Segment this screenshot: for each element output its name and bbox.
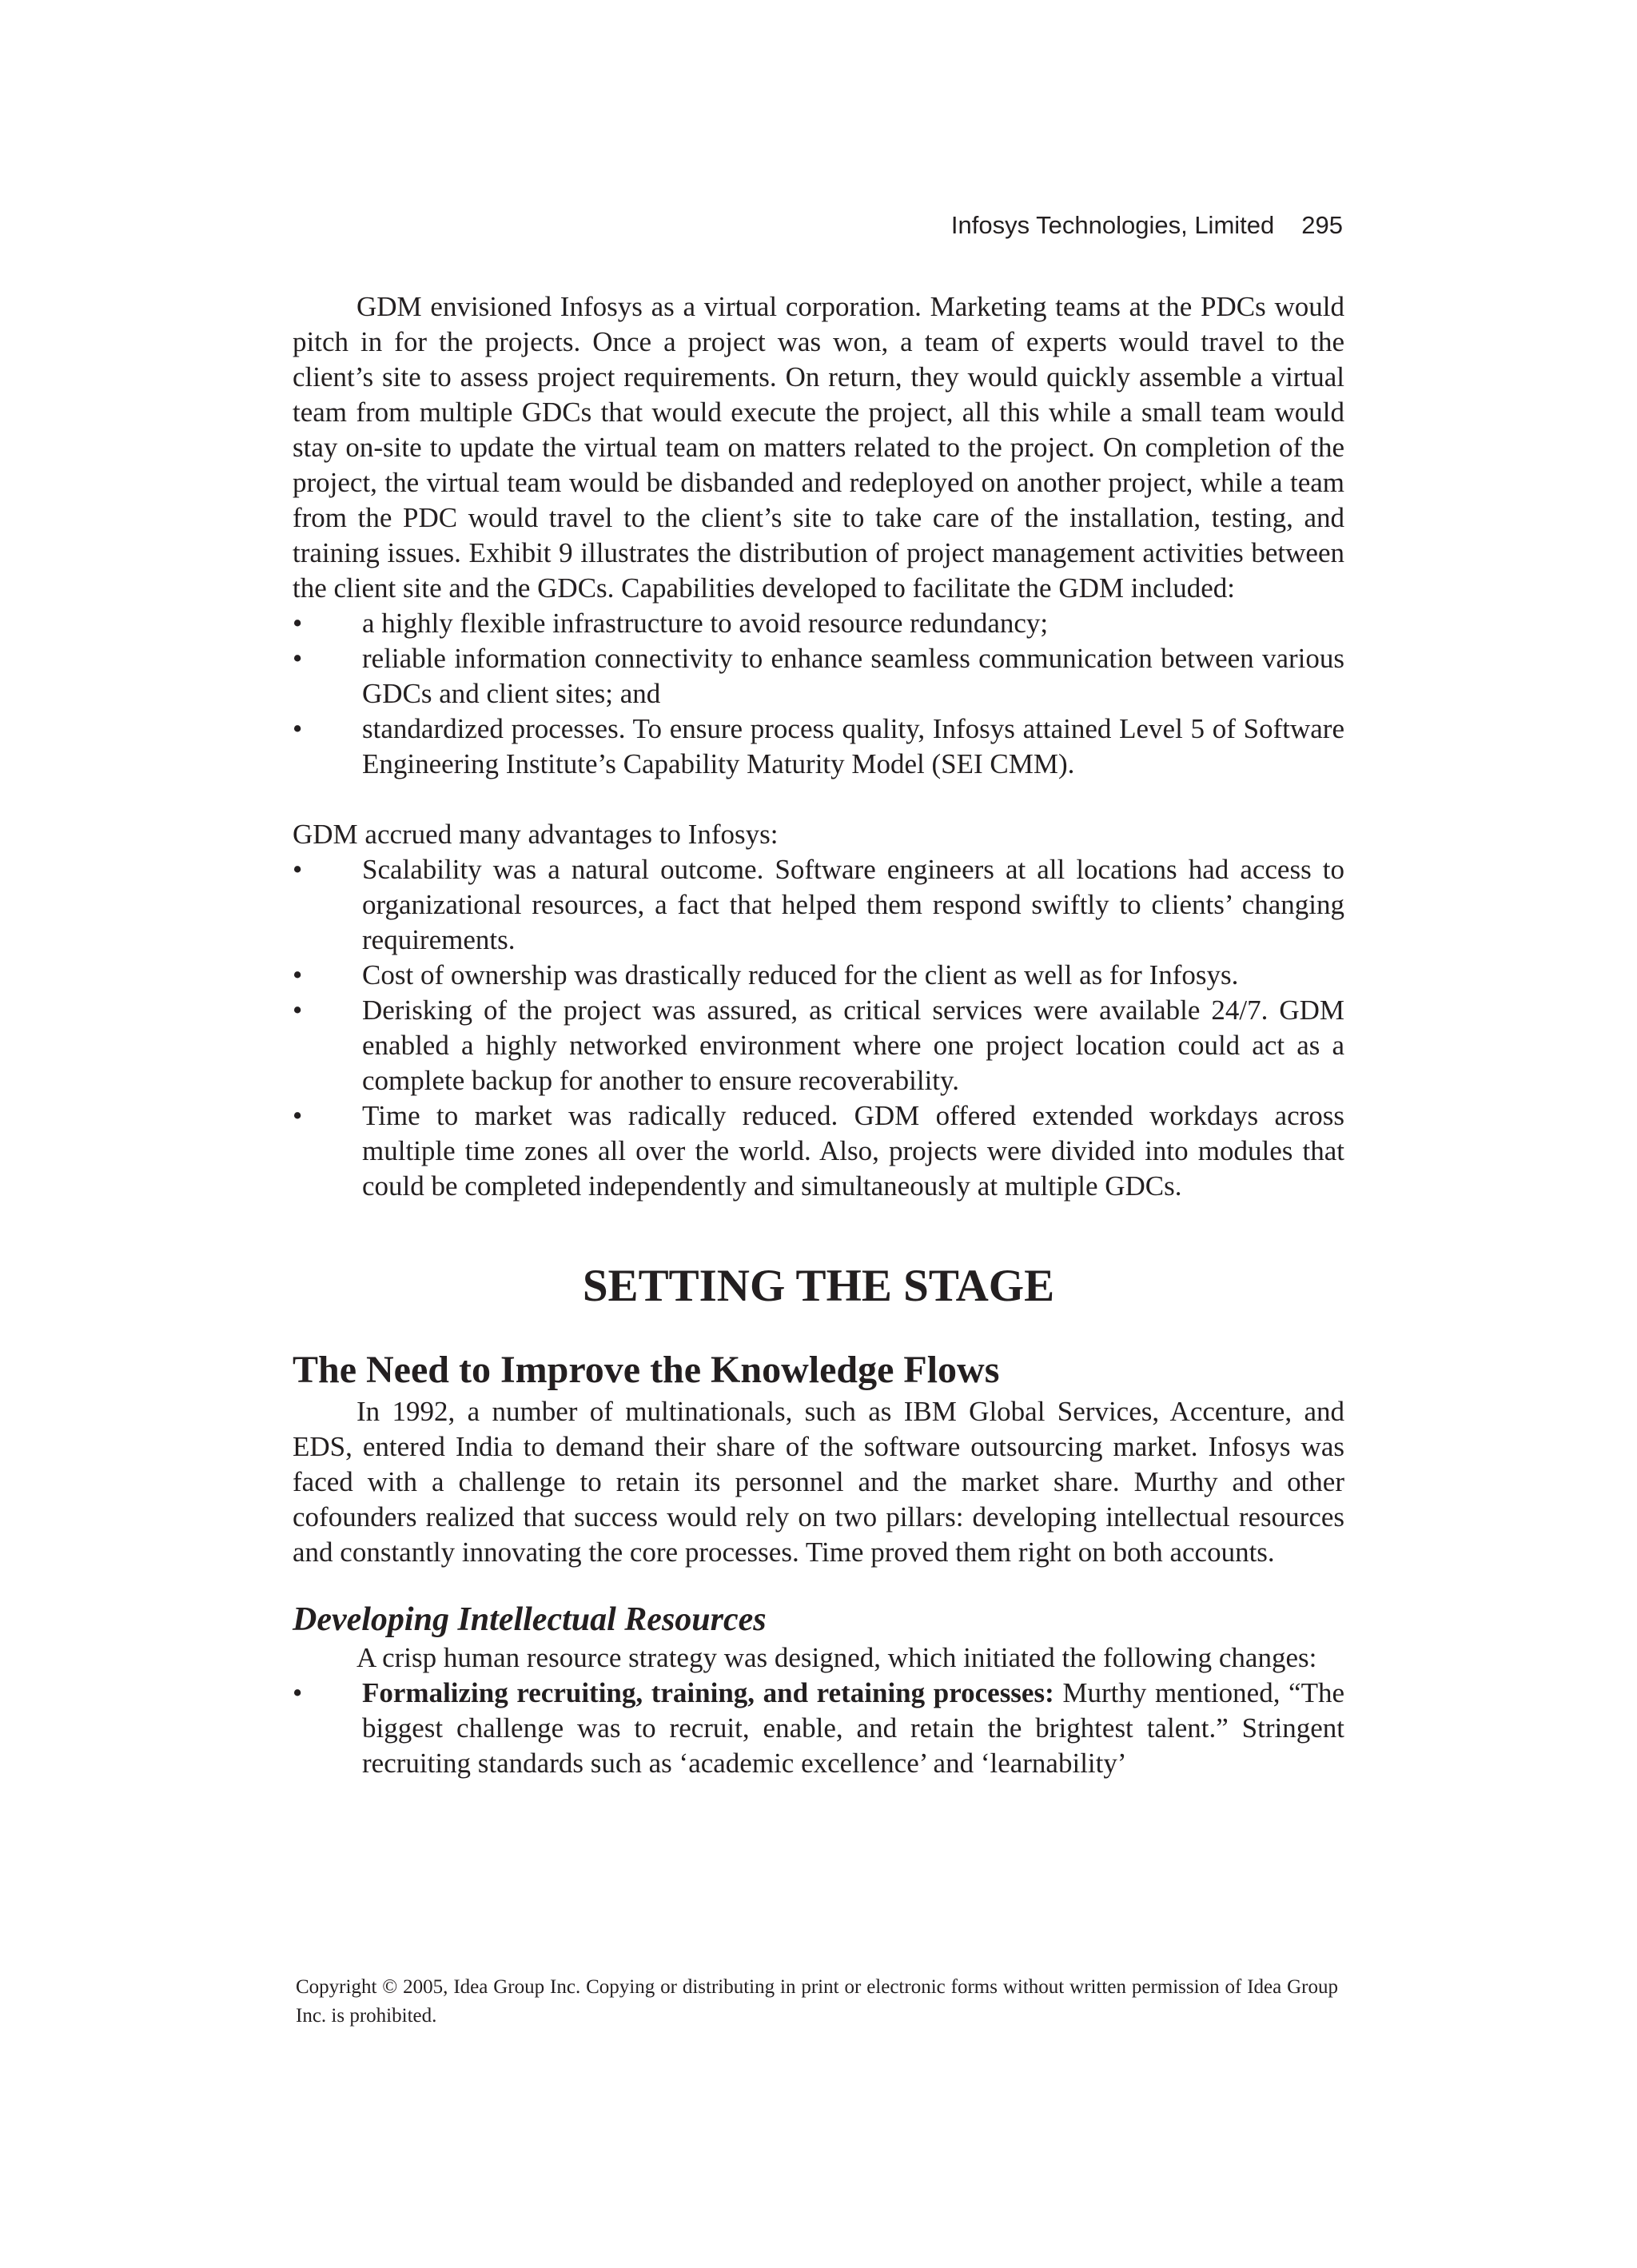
bullet-mark: •: [293, 713, 303, 744]
list-item: [293, 606, 1344, 641]
bullet-mark: •: [293, 608, 303, 639]
list-item: [293, 852, 1344, 958]
bullet-mark: •: [293, 959, 303, 991]
subsection-title: The Need to Improve the Knowledge Flows: [293, 1349, 1000, 1391]
bullet-mark: •: [293, 1100, 303, 1131]
list-item: [293, 1098, 1344, 1204]
subsubsection-paragraph: A crisp human resource strategy was designed, which initiated the following changes:: [356, 1642, 1317, 1673]
bullet-heading: Formalizing recruiting, training, and retaining processes:: [362, 1677, 1054, 1708]
body-text: [293, 289, 1344, 1781]
list-item: [293, 958, 1344, 993]
capabilities-list: [293, 606, 1344, 782]
list-item: [293, 711, 1344, 782]
list-item: [293, 1676, 1344, 1781]
hr-changes-list: [293, 1676, 1344, 1781]
list-item-text: Murthy mentioned, “The biggest challenge was to recruit, enable, and retain the brightest talent.” Stringent recruiting standards such as ‘academic excellence’ and ‘learnability’: [362, 1677, 1344, 1779]
spacer: [293, 782, 1344, 817]
running-head: [799, 209, 1343, 241]
list-item-text: Scalability was a natural outcome. Software engineers at all locations had access to organizational resources, a fact that helped them respond swiftly to clients’ changing requirements.: [362, 854, 1344, 955]
list-item-text: reliable information connectivity to enhance seamless communication between various GDCs and client sites; and: [362, 643, 1344, 709]
list-item-text: standardized processes. To ensure process quality, Infosys attained Level 5 of Software Engineering Institute’s Capability Maturity Model (SEI CMM).: [362, 713, 1344, 779]
list-item: [293, 641, 1344, 711]
bullet-mark: •: [293, 854, 303, 885]
advantages-lead: GDM accrued many advantages to Infosys:: [293, 819, 779, 850]
page-number: 295: [1301, 211, 1343, 239]
list-item: [293, 993, 1344, 1098]
list-item-text: Cost of ownership was drastically reduced for the client as well as for Infosys.: [362, 959, 1239, 991]
list-item-text: Time to market was radically reduced. GDM offered extended workdays across multiple time zones all over the world. Also, projects were divided into modules that could be completed independently and simultaneously at multiple GDCs.: [362, 1100, 1344, 1202]
running-head-title: Infosys Technologies, Limited: [950, 211, 1275, 239]
advantages-list: [293, 852, 1344, 1204]
bullet-mark: •: [293, 1677, 303, 1708]
section-title: SETTING THE STAGE: [582, 1261, 1055, 1311]
list-item-text: a highly flexible infrastructure to avoid resource redundancy;: [362, 608, 1049, 639]
subsubsection-title: Developing Intellectual Resources: [293, 1601, 767, 1638]
subsection-paragraph: In 1992, a number of multinationals, such as IBM Global Services, Accenture, and EDS, entered India to demand their share of the software outsourcing market. Infosys was faced with a challenge to retain its personnel and the market share. Murthy and other cofounders realized that success would rely on two pillars: developing intellectual resources and constantly innovating the core processes. Time proved them right on both accounts.: [293, 1396, 1344, 1568]
list-item-text: Derisking of the project was assured, as critical services were available 24/7. GDM enabled a highly networked environment where one project location could act as a complete backup for another to ensure recoverability.: [362, 994, 1344, 1096]
bullet-mark: •: [293, 994, 303, 1026]
intro-paragraph: GDM envisioned Infosys as a virtual corporation. Marketing teams at the PDCs would pitch in for the projects. Once a project was won, a team of experts would travel to the client’s site to assess project requirements. On return, they would quickly assemble a virtual team from multiple GDCs that would execute the project, all this while a small team would stay on-site to update the virtual team on matters related to the project. On completion of the project, the virtual team would be disbanded and redeployed on another project, while a team from the PDC would travel to the client’s site to take care of the installation, testing, and training issues. Exhibit 9 illustrates the distribution of project management activities between the client site and the GDCs. Capabilities developed to facilitate the GDM included:: [293, 291, 1344, 604]
bullet-mark: •: [293, 643, 303, 674]
copyright-notice: Copyright © 2005, Idea Group Inc. Copying or distributing in print or electronic forms without written permission of Idea Group Inc. is prohibited.: [296, 1976, 1338, 2027]
